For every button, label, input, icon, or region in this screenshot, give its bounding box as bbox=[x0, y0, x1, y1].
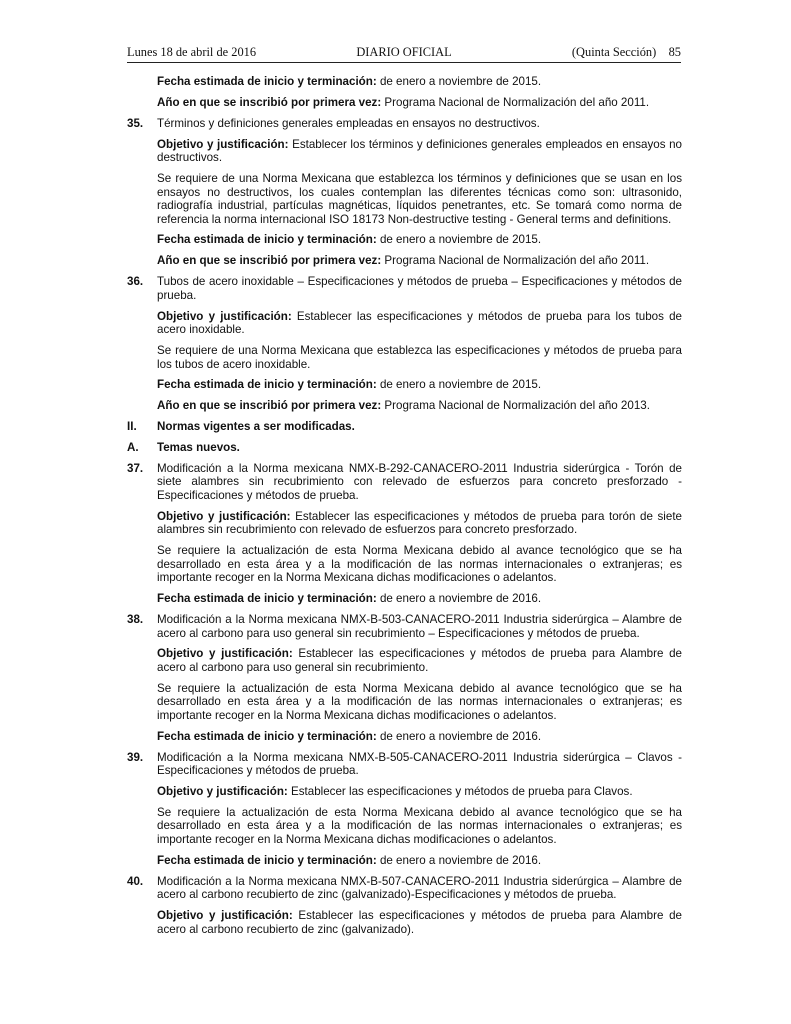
page-header bbox=[127, 44, 681, 63]
item-number: 38. bbox=[127, 613, 144, 627]
objetivo-label: Objetivo y justificación: bbox=[157, 647, 293, 661]
body-paragraph: Se requiere de una Norma Mexicana que establezca los términos y definiciones que se usan en los ensayos no destructivos, los cuales contemplan las diferentes técnicas como son: ultrasonido, radiografía industrial, partículas magnéticas, líquidos penetrantes, etc. Se tomará como norma de referencia la norma internacional ISO 18173 Non-destructive testing - General terms and definitions. bbox=[157, 172, 682, 226]
fecha-value: de enero a noviembre de 2016. bbox=[376, 729, 542, 743]
fecha-label: Fecha estimada de inicio y terminación: bbox=[157, 378, 377, 392]
fecha-line bbox=[157, 730, 682, 744]
objetivo-line bbox=[157, 510, 682, 537]
anio-label: Año en que se inscribió por primera vez: bbox=[157, 254, 382, 268]
list-item-35 bbox=[127, 117, 682, 131]
anio-value: Programa Nacional de Normalización del año 2011. bbox=[381, 254, 650, 268]
body-paragraph: Se requiere la actualización de esta Norma Mexicana debido al avance tecnológico que se ha desarrollado en esta área y a la modificación de las normas internacionales o extranjeras; es importante recoger en la Norma Mexicana dichas modificaciones o adelantos. bbox=[157, 544, 682, 585]
item-number: 37. bbox=[127, 461, 144, 475]
anio-label: Año en que se inscribió por primera vez: bbox=[157, 399, 382, 413]
objetivo-line bbox=[157, 909, 682, 936]
objetivo-label: Objetivo y justificación: bbox=[157, 137, 289, 151]
item-title: Modificación a la Norma mexicana NMX-B-507-CANACERO-2011 Industria siderúrgica – Alambre de acero al carbono recubierto de zinc (galvanizado)-Especificaciones y métodos de prueba. bbox=[157, 874, 682, 902]
fecha-label: Fecha estimada de inicio y terminación: bbox=[157, 233, 377, 247]
objetivo-value: Establecer las especificaciones y métodos de prueba para Alambre de acero al carbono recubierto de zinc (galvanizado). bbox=[157, 909, 682, 936]
fecha-line bbox=[157, 75, 682, 89]
objetivo-label: Objetivo y justificación: bbox=[157, 909, 293, 923]
list-item-38 bbox=[127, 613, 682, 640]
fecha-value: de enero a noviembre de 2015. bbox=[376, 233, 542, 247]
item-number: 39. bbox=[127, 750, 144, 764]
list-item-40 bbox=[127, 875, 682, 902]
body-paragraph: Se requiere de una Norma Mexicana que establezca las especificaciones y métodos de prueba para los tubos de acero inoxidable. bbox=[157, 344, 682, 371]
fecha-line bbox=[157, 592, 682, 606]
list-item-39 bbox=[127, 751, 682, 778]
list-item-36 bbox=[127, 275, 682, 302]
header-page-number: 85 bbox=[668, 45, 681, 59]
objetivo-value: Establecer los términos y definiciones generales empleados en ensayos no destructivos. bbox=[157, 137, 682, 165]
objetivo-label: Objetivo y justificación: bbox=[157, 309, 292, 323]
objetivo-label: Objetivo y justificación: bbox=[157, 784, 288, 798]
objetivo-value: Establecer las especificaciones y métodos de prueba para Alambre de acero al carbono para uso general sin recubrimiento. bbox=[157, 647, 682, 674]
objetivo-line bbox=[157, 310, 682, 337]
header-date: Lunes 18 de abril de 2016 bbox=[127, 45, 257, 59]
section-number: A. bbox=[127, 441, 139, 455]
section-title: Normas vigentes a ser modificadas. bbox=[157, 420, 355, 434]
fecha-value: de enero a noviembre de 2016. bbox=[376, 592, 542, 606]
objetivo-label: Objetivo y justificación: bbox=[157, 509, 291, 523]
header-section-page bbox=[572, 45, 681, 60]
body-paragraph: Se requiere la actualización de esta Norma Mexicana debido al avance tecnológico que se ha desarrollado en esta área y a la modificación de las normas internacionales o extranjeras; es importante recoger en la Norma Mexicana dichas modificaciones o adelantos. bbox=[157, 681, 682, 722]
fecha-line bbox=[157, 233, 682, 247]
anio-label: Año en que se inscribió por primera vez: bbox=[157, 95, 382, 109]
objetivo-value: Establecer las especificaciones y métodos de prueba para los tubos de acero inoxidable. bbox=[157, 309, 683, 337]
fecha-value: de enero a noviembre de 2015. bbox=[376, 378, 542, 392]
item-number: 40. bbox=[127, 874, 144, 888]
objetivo-value: Establecer las especificaciones y métodos de prueba para torón de siete alambres sin recubrimiento con relevado de esfuerzos para concreto presforzado. bbox=[157, 509, 683, 537]
fecha-label: Fecha estimada de inicio y terminación: bbox=[157, 75, 377, 88]
objetivo-value: Establecer las especificaciones y métodos de prueba para Clavos. bbox=[287, 784, 633, 798]
fecha-line bbox=[157, 378, 682, 392]
header-publication: DIARIO OFICIAL bbox=[356, 45, 452, 59]
item-number: 35. bbox=[127, 116, 144, 130]
fecha-label: Fecha estimada de inicio y terminación: bbox=[157, 592, 377, 606]
section-heading-ii bbox=[127, 420, 682, 434]
body-paragraph: Se requiere la actualización de esta Norma Mexicana debido al avance tecnológico que se ha desarrollado en esta área y a la modificación de las normas internacionales o extranjeras; es importante recoger en la Norma Mexicana dichas modificaciones o adelantos. bbox=[157, 805, 682, 846]
section-heading-a bbox=[127, 441, 682, 455]
section-title: Temas nuevos. bbox=[157, 441, 240, 455]
item-title: Modificación a la Norma mexicana NMX-B-505-CANACERO-2011 Industria siderúrgica – Clavos - Especificaciones y métodos de prueba. bbox=[157, 750, 682, 778]
fecha-label: Fecha estimada de inicio y terminación: bbox=[157, 729, 377, 743]
item-title: Tubos de acero inoxidable – Especificaciones y métodos de prueba – Especificaciones y métodos de prueba. bbox=[157, 275, 682, 302]
anio-line bbox=[157, 96, 682, 110]
anio-value: Programa Nacional de Normalización del año 2013. bbox=[381, 399, 650, 413]
item-title: Modificación a la Norma mexicana NMX-B-503-CANACERO-2011 Industria siderúrgica – Alambre de acero al carbono para uso general sin recubrimiento – Especificaciones y métodos de prueba. bbox=[157, 613, 682, 640]
objetivo-line bbox=[157, 647, 682, 674]
objetivo-line bbox=[157, 785, 682, 799]
document-body bbox=[127, 75, 682, 943]
objetivo-line bbox=[157, 138, 682, 165]
anio-value: Programa Nacional de Normalización del año 2011. bbox=[381, 95, 650, 109]
fecha-label: Fecha estimada de inicio y terminación: bbox=[157, 853, 377, 867]
item-title: Modificación a la Norma mexicana NMX-B-292-CANACERO-2011 Industria siderúrgica - Torón de siete alambres sin recubrimiento con relevado de esfuerzos para concreto presforzado - Especificaciones y métodos de prueba. bbox=[157, 461, 682, 502]
section-number: II. bbox=[127, 420, 137, 434]
anio-line bbox=[157, 399, 682, 413]
item-number: 36. bbox=[127, 275, 144, 289]
header-section: (Quinta Sección) bbox=[571, 45, 657, 59]
list-item-37 bbox=[127, 462, 682, 503]
fecha-line bbox=[157, 854, 682, 868]
fecha-value: de enero a noviembre de 2016. bbox=[376, 853, 542, 867]
anio-line bbox=[157, 254, 682, 268]
fecha-value: de enero a noviembre de 2015. bbox=[376, 75, 542, 88]
item-title: Términos y definiciones generales empleadas en ensayos no destructivos. bbox=[157, 116, 540, 130]
